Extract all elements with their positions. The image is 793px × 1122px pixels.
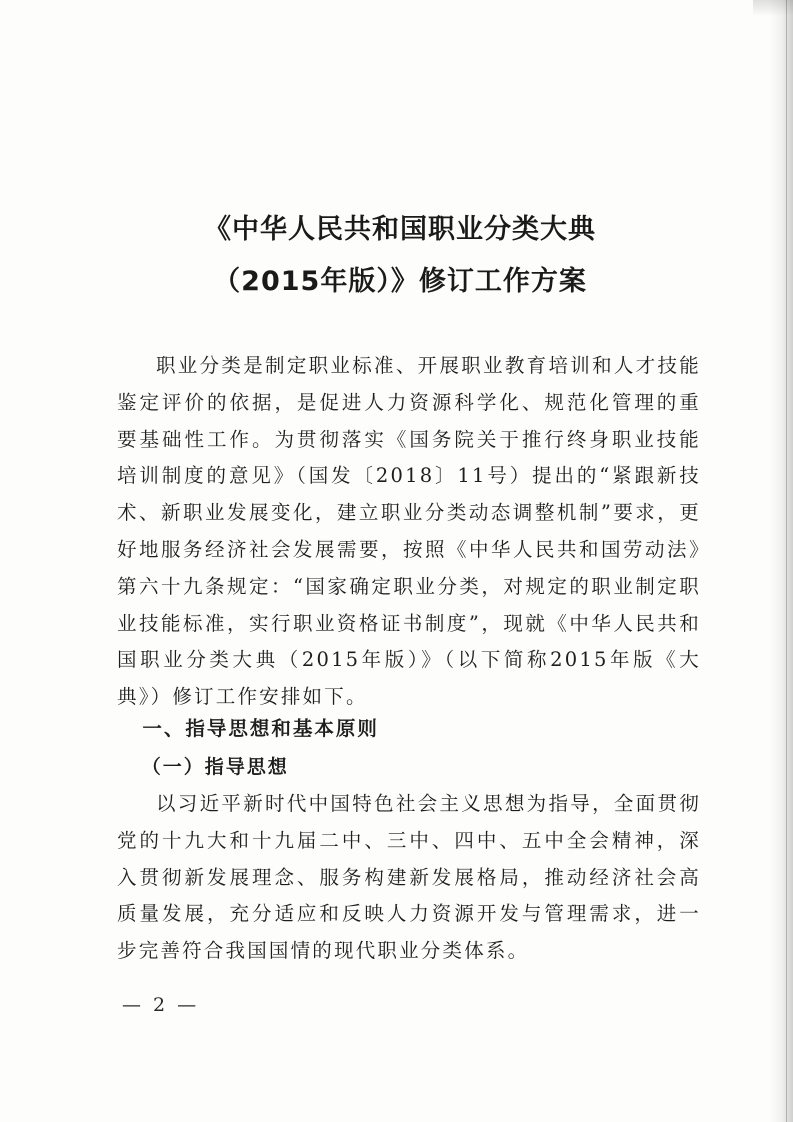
intro-paragraph: 职业分类是制定职业标准、开展职业教育培训和人才技能鉴定评价的依据，是促进人力资源科学化、规范化管理的重要基础性工作。为贯彻落实《国务院关于推行终身职业技能培训制度的意见》（国发〔2018〕11号）提出的“紧跟新技术、新职业发展变化，建立职业分类动态调整机制”要求，更好地服务经济社会发展需要，按照《中华人民共和国劳动法》第六十九条规定：“国家确定职业分类，对规定的职业制定职业技能标准，实行职业资格证书制度”，现就《中华人民共和国职业分类大典（2015年版）》（以下简称2015年版《大典》）修订工作安排如下。	[117, 354, 701, 709]
scan-shadow-edge	[769, 0, 793, 1122]
page-number: — 2 —	[122, 994, 200, 1016]
scan-corner-shadow	[753, 0, 793, 16]
document-title-line-2: （2015年版）》修订工作方案	[213, 266, 587, 297]
section-heading-guiding-principles: 一、指导思想和基本原则	[142, 717, 379, 740]
document-title-line-1: 《中华人民共和国职业分类大典	[204, 214, 596, 245]
subsection-heading-guiding-thought: （一）指导思想	[141, 756, 289, 778]
guiding-thought-paragraph: 以习近平新时代中国特色社会主义思想为指导，全面贯彻党的十九大和十九届二中、三中、四中、五中全会精神，深入贯彻新发展理念、服务构建新发展格局，推动经济社会高质量发展，充分适应和反映人力资源开发与管理需求，进一步完善符合我国国情的现代职业分类体系。	[117, 792, 701, 963]
scan-edge-line	[786, 0, 787, 1122]
